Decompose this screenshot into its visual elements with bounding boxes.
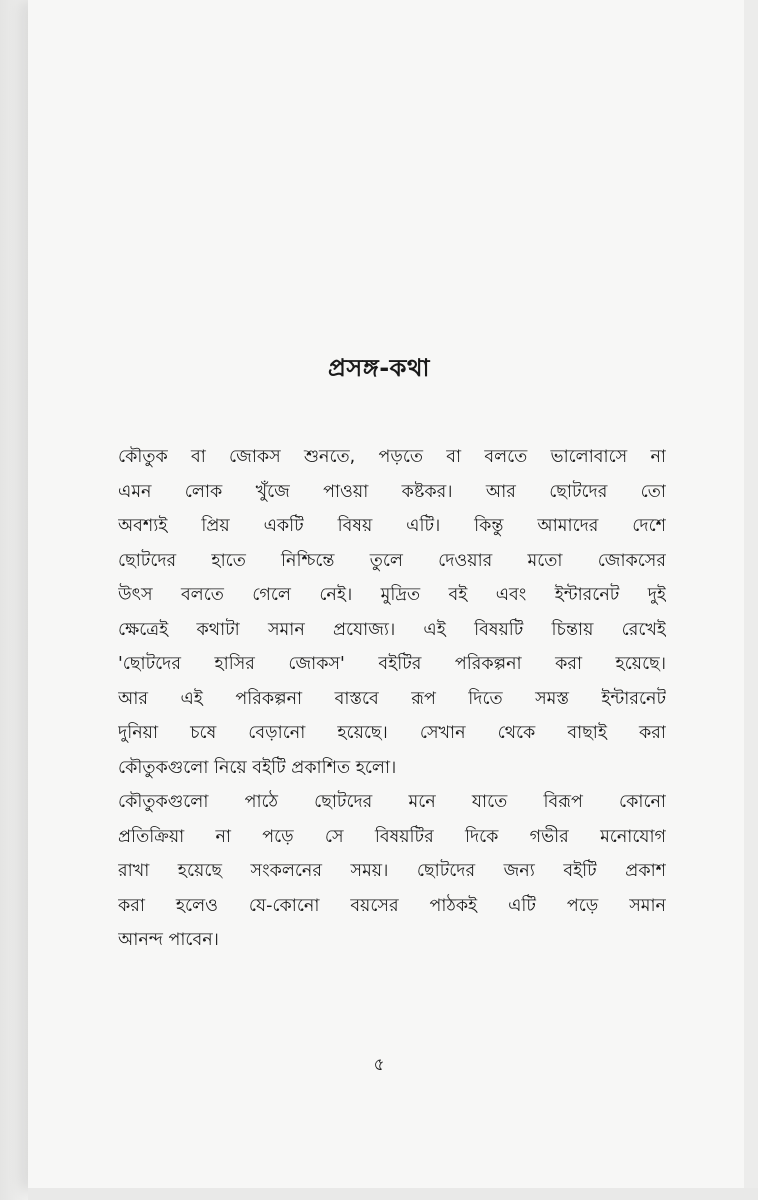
- text-line: করা হলেও যে-কোনো বয়সের পাঠকই এটি পড়ে সমান: [118, 895, 666, 916]
- text-line: 'ছোটদের হাসির জোকস' বইটির পরিকল্পনা করা হয়েছে।: [118, 654, 666, 674]
- page-title: প্রসঙ্গ-কথা: [328, 354, 430, 382]
- page-number: ৫: [373, 1055, 385, 1075]
- text-line: দুনিয়া চষে বেড়ানো হয়েছে। সেখান থেকে বাছাই করা: [118, 723, 666, 743]
- preface-body: [118, 440, 666, 958]
- text-line: আর এই পরিকল্পনা বাস্তবে রূপ দিতে সমস্ত ইন্টারনেট: [118, 688, 666, 709]
- text-line: কৌতুকগুলো পাঠে ছোটদের মনে যাতে বিরূপ কোনো: [118, 792, 666, 812]
- text-line: অবশ্যই প্রিয় একটি বিষয় এটি। কিন্তু আমাদের দেশে: [118, 516, 666, 536]
- text-line: উৎস বলতে গেলে নেই। মুদ্রিত বই এবং ইন্টারনেট দুই: [118, 585, 666, 605]
- text-line: এমন লোক খুঁজে পাওয়া কষ্টকর। আর ছোটদের তো: [118, 481, 666, 502]
- text-line: কৌতুকগুলো নিয়ে বইটি প্রকাশিত হলো।: [118, 757, 397, 778]
- page-right-edge: [744, 0, 758, 1200]
- text-line: ক্ষেত্রেই কথাটা সমান প্রযোজ্য। এই বিষয়টি চিন্তায় রেখেই: [118, 619, 666, 640]
- text-line: কৌতুক বা জোকস শুনতে, পড়তে বা বলতে ভালোবাসে না: [118, 447, 666, 467]
- text-line: আনন্দ পাবেন।: [118, 930, 219, 950]
- text-line: প্রতিক্রিয়া না পড়ে সে বিষয়টির দিকে গভীর মনোযোগ: [118, 826, 666, 847]
- text-line: রাখা হয়েছে সংকলনের সময়। ছোটদের জন্য বইটি প্রকাশ: [118, 861, 666, 881]
- page-gutter: [0, 0, 30, 1200]
- page-bottom-edge: [28, 1188, 758, 1200]
- text-line: ছোটদের হাতে নিশ্চিন্তে তুলে দেওয়ার মতো জোকসের: [118, 550, 666, 571]
